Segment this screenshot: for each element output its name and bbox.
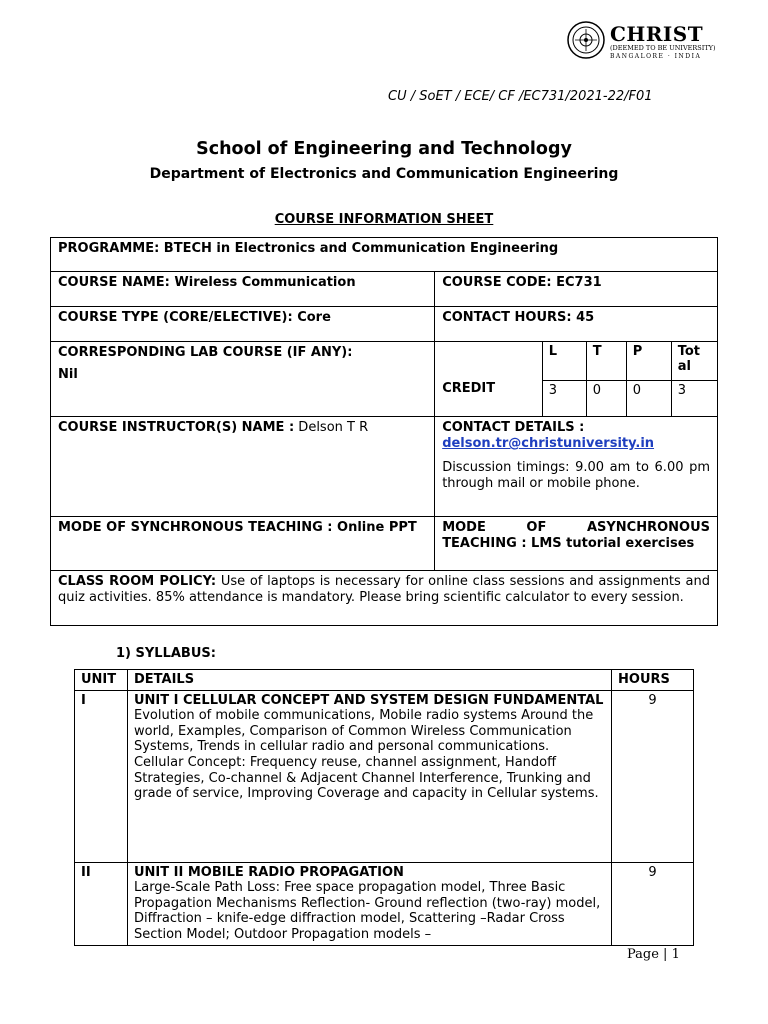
course-name-row [51,272,718,307]
unit-description: Large-Scale Path Loss: Free space propagation model, Three Basic Propagation Mechanisms Reflection- Ground reflection (two-ray) model, Diffraction – knife-edge diffraction model, Scattering –Radar Cross Section Model; Outdoor Propagation models – [133,880,601,942]
unit-number: II [75,862,128,945]
header-unit: UNIT [75,670,128,691]
policy-row [51,571,718,626]
syllabus-heading: 1) SYLLABUS: [116,646,216,661]
syllabus-header-row [75,670,694,691]
credit-value-p: 0 [626,380,671,416]
header-details: DETAILS [127,670,611,691]
unit-title: UNIT I CELLULAR CONCEPT AND SYSTEM DESIGN FUNDAMENTAL [133,692,604,708]
sheet-title: COURSE INFORMATION SHEET [274,212,494,227]
discussion-timings: Discussion timings: 9.00 am to 6.00 pm through mail or mobile phone. [442,460,710,491]
instructor-email-link[interactable]: delson.tr@christuniversity.in [442,436,655,451]
credit-header-total: Tot al [671,342,717,380]
credit-value-l: 3 [542,380,586,416]
credit-header-t: T [586,342,626,380]
contact-hours-cell: CONTACT HOURS: 45 [435,307,718,342]
unit-description: Evolution of mobile communications, Mobile radio systems Around the world, Examples, Comparison of Common Wireless Communication Systems, Trends in cellular radio and personal communications. [133,708,594,755]
course-type-row [51,307,718,342]
credit-header-p: P [626,342,671,380]
contact-details-label: CONTACT DETAILS : [442,420,585,435]
lab-course-label: CORRESPONDING LAB COURSE (IF ANY): [58,345,353,360]
credit-value-total: 3 [671,380,717,416]
teaching-mode-row [51,517,718,571]
syllabus-table [74,669,694,946]
page-number: Page | 1 [627,947,680,962]
logo-subtitle: (DEEMED TO BE UNIVERSITY) [610,44,716,52]
header-hours: HOURS [612,670,694,691]
unit-details [127,862,611,945]
unit-title: UNIT II MOBILE RADIO PROPAGATION [133,864,404,880]
unit-description-2: Cellular Concept: Frequency reuse, channel assignment, Handoff Strategies, Co-channel & Adjacent Channel Interference, Trunking and grade of service, Improving Coverage and capacity in Cellular systems. [133,754,599,802]
table-row [75,862,694,945]
contact-details-cell [435,417,718,517]
unit-number: I [75,690,128,862]
lab-course-value: Nil [58,367,78,382]
policy-label: CLASS ROOM POLICY: [58,574,217,589]
document-reference: CU / SoET / ECE/ CF /EC731/2021-22/F01 [388,89,653,104]
unit-details [127,690,611,862]
credit-value-t: 0 [586,380,626,416]
department-title: Department of Electronics and Communication Engineering [149,166,619,182]
policy-text: Use of laptops is necessary for online class sessions and assignments and quiz activities. 85% attendance is mandatory. Please bring scientific calculator to every session. [58,574,711,605]
lab-course-cell [51,342,435,417]
programme-cell: PROGRAMME: BTECH in Electronics and Communication Engineering [51,238,718,272]
course-info-table [50,237,718,626]
lab-credit-row [51,342,718,417]
instructor-label: COURSE INSTRUCTOR(S) NAME : [58,420,295,435]
credit-table [435,342,717,416]
sync-mode-cell: MODE OF SYNCHRONOUS TEACHING : Online PPT [51,517,435,571]
course-type-cell: COURSE TYPE (CORE/ELECTIVE): Core [51,307,435,342]
logo-city: BANGALORE · INDIA [610,53,702,60]
unit-hours: 9 [612,690,694,862]
credit-cell [435,342,718,417]
credit-header-l: L [542,342,586,380]
programme-row [51,238,718,272]
university-seal-icon [566,20,606,60]
course-code-cell: COURSE CODE: EC731 [435,272,718,307]
unit-hours: 9 [612,862,694,945]
policy-cell [51,571,718,626]
page-title: School of Engineering and Technology [196,139,572,159]
instructor-row [51,417,718,517]
async-mode-cell: MODE OF ASYNCHRONOUS TEACHING : LMS tutorial exercises [435,517,718,571]
christ-university-logo [566,20,716,68]
table-row [75,690,694,862]
logo-name: CHRIST [610,22,704,46]
course-name-cell: COURSE NAME: Wireless Communication [51,272,435,307]
instructor-cell [51,417,435,517]
instructor-value: Delson T R [294,420,369,435]
credit-label: CREDIT [435,342,542,416]
